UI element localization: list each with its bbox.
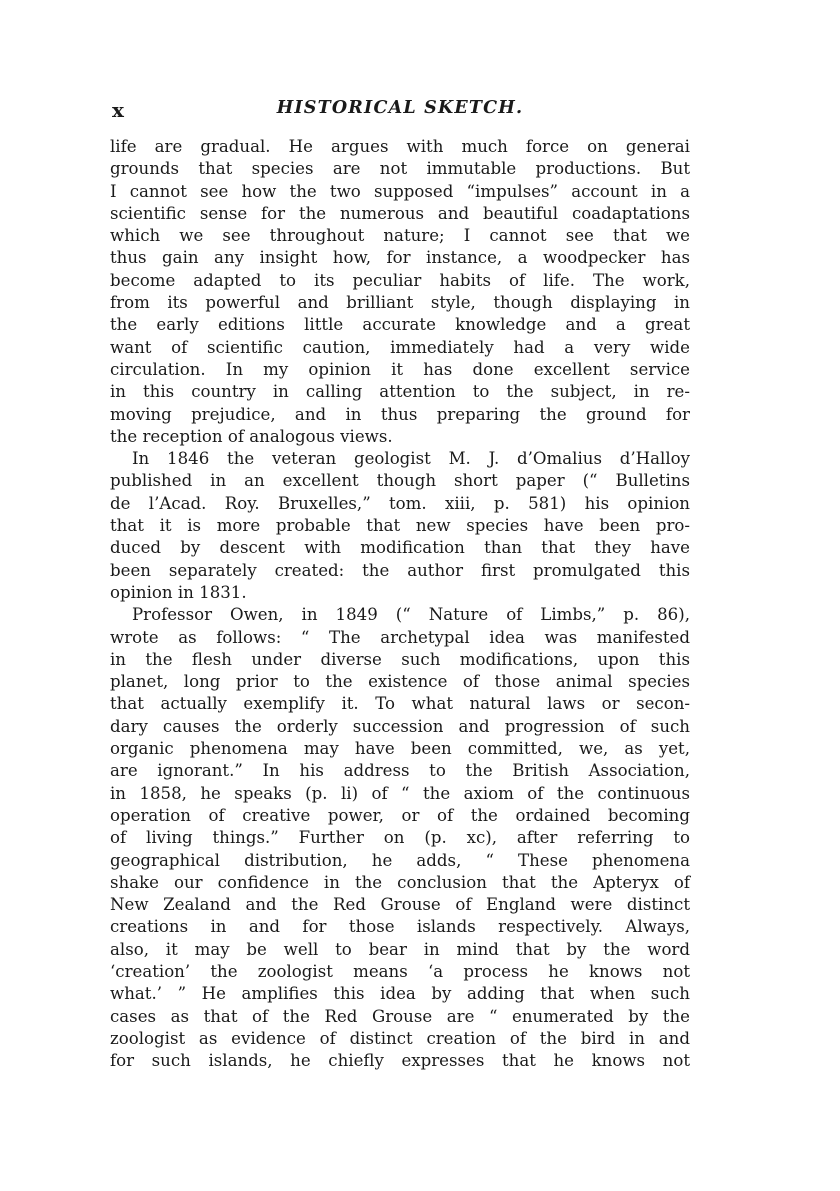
text-line: shake our confidence in the conclusion that the Apteryx of xyxy=(110,872,690,892)
text-line: ‘creation’ the zoologist means ‘a process he knows not xyxy=(110,961,690,981)
text-line: circulation. In my opinion it has done excellent service xyxy=(110,359,690,379)
text-line: that it is more probable that new species have been pro- xyxy=(110,516,690,536)
text-line: for such islands, he chiefly expresses that he knows not xyxy=(110,1051,690,1071)
text-line: cases as that of the Red Grouse are “ enumerated by the xyxy=(110,1006,690,1026)
text-line: New Zealand and the Red Grouse of England were distinct xyxy=(110,895,690,915)
text-line: in the flesh under diverse such modifications, upon this xyxy=(110,649,690,669)
text-line: organic phenomena may have been committed, we, as yet, xyxy=(110,739,690,759)
text-line: published in an excellent though short paper (“ Bulletins xyxy=(110,471,690,491)
text-line: become adapted to its peculiar habits of life. The work, xyxy=(110,270,690,290)
text-line: de l’Acad. Roy. Bruxelles,” tom. xiii, p. 581) his opinion xyxy=(110,493,690,513)
text-line: what.’ ” He amplifies this idea by adding that when such xyxy=(110,984,690,1004)
text-line: grounds that species are not immutable productions. But xyxy=(110,159,690,179)
text-line: thus gain any insight how, for instance, a woodpecker has xyxy=(110,248,690,268)
text-line: In 1846 the veteran geologist M. J. d’Omalius d’Halloy xyxy=(132,449,690,469)
page-number: x xyxy=(112,98,125,122)
text-line: creations in and for those islands respectively. Always, xyxy=(110,917,690,937)
text-line: are ignorant.” In his address to the British Association, xyxy=(110,761,690,781)
text-line: the reception of analogous views. xyxy=(110,426,393,446)
text-line: moving prejudice, and in thus preparing the ground for xyxy=(110,404,690,424)
body-text xyxy=(110,136,690,1072)
text-line: been separately created: the author first promulgated this xyxy=(110,560,690,580)
text-line: scientific sense for the numerous and beautiful coadaptations xyxy=(110,203,690,223)
running-head xyxy=(110,98,690,136)
text-line: zoologist as evidence of distinct creation of the bird in and xyxy=(110,1028,690,1048)
text-line: wrote as follows: “ The archetypal idea was manifested xyxy=(110,627,690,647)
text-line: geographical distribution, he adds, “ These phenomena xyxy=(110,850,690,870)
text-line: from its powerful and brilliant style, though displaying in xyxy=(110,293,690,313)
text-line: dary causes the orderly succession and progression of such xyxy=(110,716,690,736)
text-line: duced by descent with modification than that they have xyxy=(110,538,690,558)
text-line: I cannot see how the two supposed “impulses” account in a xyxy=(110,181,690,201)
text-line: life are gradual. He argues with much force on generai xyxy=(110,137,690,156)
text-line: want of scientific caution, immediately had a very wide xyxy=(110,337,690,357)
text-line: in this country in calling attention to the subject, in re- xyxy=(110,382,690,402)
book-page xyxy=(110,98,690,1072)
text-line: operation of creative power, or of the ordained becoming xyxy=(110,805,690,825)
text-line: planet, long prior to the existence of those animal species xyxy=(110,672,690,692)
text-line: opinion in 1831. xyxy=(110,582,247,602)
text-line: which we see throughout nature; I cannot see that we xyxy=(110,226,690,246)
text-line: also, it may be well to bear in mind that by the word xyxy=(110,939,690,959)
text-line: that actually exemplify it. To what natural laws or secon- xyxy=(110,694,690,714)
text-line: Professor Owen, in 1849 (“ Nature of Limbs,” p. 86), xyxy=(132,605,690,625)
text-line: the early editions little accurate knowledge and a great xyxy=(110,315,690,335)
text-line: of living things.” Further on (p. xc), after referring to xyxy=(110,828,690,848)
text-line: in 1858, he speaks (p. li) of “ the axiom of the continuous xyxy=(110,783,690,803)
running-head-title: HISTORICAL SKETCH. xyxy=(276,98,524,118)
